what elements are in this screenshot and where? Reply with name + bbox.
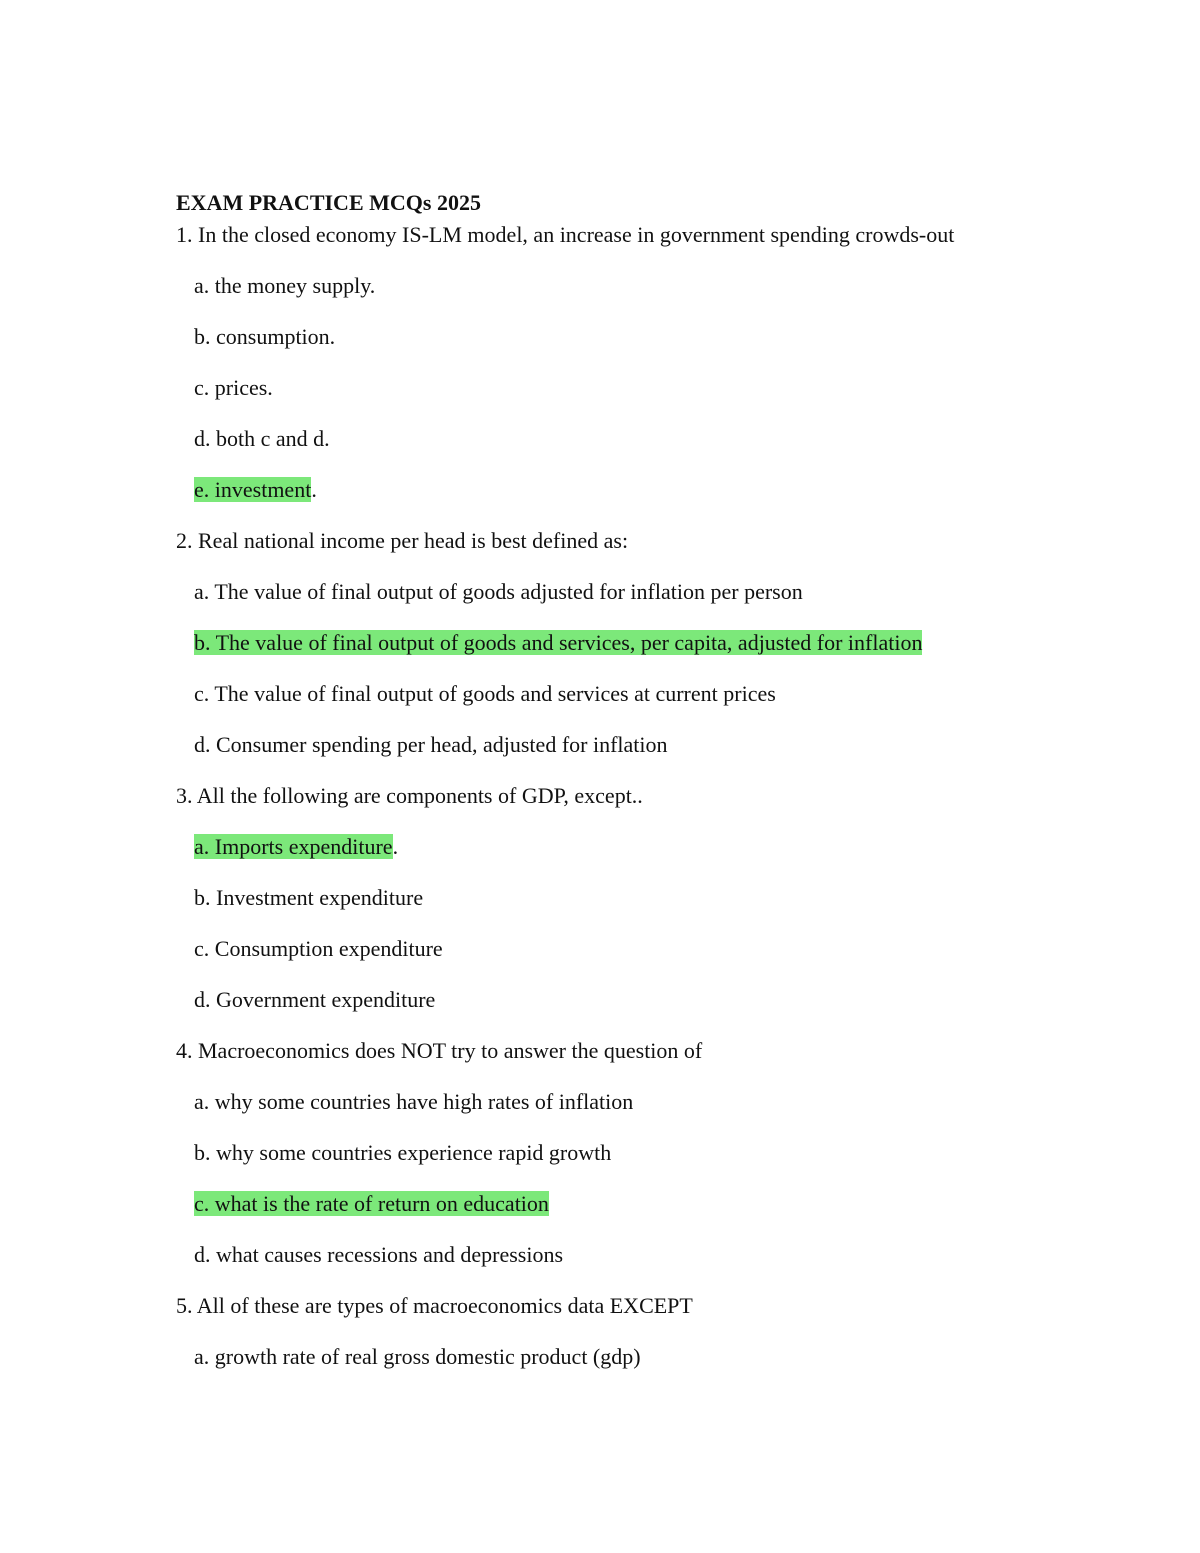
answer-option — [194, 322, 1136, 352]
answer-option-highlighted — [194, 1189, 1136, 1219]
answer-option — [194, 1342, 1136, 1372]
question-block — [176, 526, 1136, 760]
question-list — [176, 220, 1136, 1372]
option-text: d. what causes recessions and depressions — [194, 1242, 564, 1267]
option-text: e. investment — [194, 477, 312, 502]
question-block — [176, 220, 1136, 505]
option-text: a. The value of final output of goods adjusted for inflation per person — [194, 579, 803, 604]
answer-option — [194, 1087, 1136, 1117]
answer-option — [194, 679, 1136, 709]
option-text: c. The value of final output of goods and services at current prices — [194, 681, 776, 706]
answer-option — [194, 424, 1136, 454]
answer-option-highlighted — [194, 628, 1136, 658]
option-text: b. why some countries experience rapid growth — [194, 1140, 612, 1165]
answer-option — [194, 985, 1136, 1015]
answer-option — [194, 577, 1136, 607]
answer-option — [194, 271, 1136, 301]
answer-option — [194, 373, 1136, 403]
option-text: a. the money supply. — [194, 273, 376, 298]
question-text: 5. All of these are types of macroeconomics data EXCEPT — [176, 1293, 693, 1318]
answer-option — [194, 730, 1136, 760]
answer-option — [194, 1138, 1136, 1168]
option-suffix: . — [392, 834, 399, 859]
question-block — [176, 781, 1136, 1015]
option-text: b. consumption. — [194, 324, 336, 349]
option-text: c. what is the rate of return on education — [194, 1191, 549, 1216]
option-suffix: . — [311, 477, 317, 502]
option-text: d. both c and d. — [194, 426, 330, 451]
question-text: 2. Real national income per head is best defined as: — [176, 528, 629, 553]
answer-option — [194, 934, 1136, 964]
answer-option — [194, 883, 1136, 913]
question-block — [176, 1036, 1136, 1270]
option-text: d. Consumer spending per head, adjusted for inflation — [194, 732, 668, 757]
question-text: 3. All the following are components of GDP, except.. — [176, 783, 643, 808]
option-text: b. The value of final output of goods and services, per capita, adjusted for inflation — [194, 630, 923, 655]
option-text: a. why some countries have high rates of inflation — [194, 1089, 634, 1114]
answer-option-highlighted — [194, 832, 1136, 862]
option-text: a. growth rate of real gross domestic product (gdp) — [194, 1344, 641, 1369]
question-block — [176, 1291, 1136, 1372]
document-title: EXAM PRACTICE MCQs 2025 — [176, 190, 481, 215]
question-text: 1. In the closed economy IS-LM model, an increase in government spending crowds-out — [176, 222, 955, 247]
answer-option-highlighted — [194, 475, 1136, 505]
question-text: 4. Macroeconomics does NOT try to answer the question of — [176, 1038, 703, 1063]
answer-option — [194, 1240, 1136, 1270]
option-text: a. Imports expenditure — [194, 834, 393, 859]
option-text: c. Consumption expenditure — [194, 936, 443, 961]
option-text: d. Government expenditure — [194, 987, 436, 1012]
document-content — [176, 188, 1136, 1372]
option-text: c. prices. — [194, 375, 273, 400]
option-text: b. Investment expenditure — [194, 885, 424, 910]
